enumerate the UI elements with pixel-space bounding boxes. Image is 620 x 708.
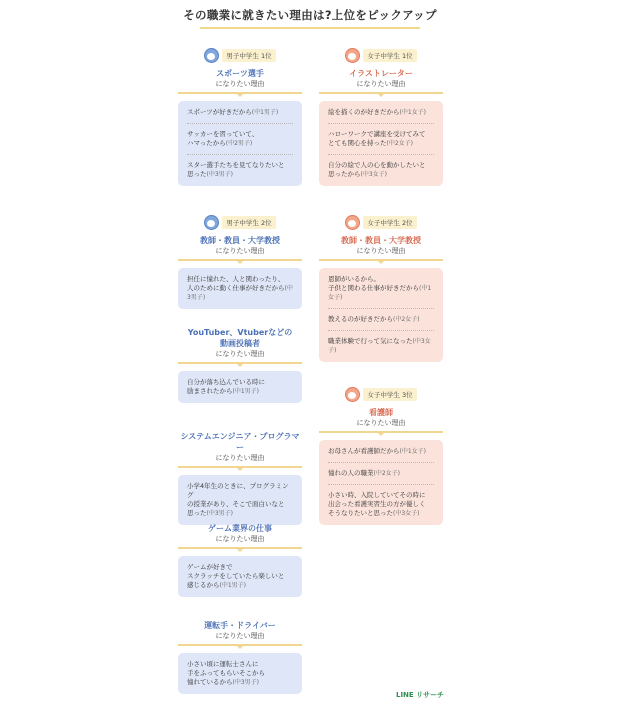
reasons-card <box>178 653 302 694</box>
job-title: 教師・教員・大学教授 <box>341 236 421 245</box>
rank-header <box>319 46 443 64</box>
rank-badge: 男子中学生 1位 <box>222 49 275 62</box>
respondent-label: (中3女子) <box>360 171 387 178</box>
section-divider <box>178 644 302 646</box>
left-section-2 <box>178 213 302 309</box>
boy-face-icon <box>204 215 219 230</box>
reason-subtitle: になりたい理由 <box>356 247 406 255</box>
reasons-card <box>319 440 443 525</box>
reason-item <box>187 482 293 518</box>
reason-text: 小学4年生のときに、プログラミング の授業があり、そこで面白いなと 思った <box>187 482 289 517</box>
respondent-label: (中1女子) <box>399 109 426 116</box>
girl-face-icon <box>345 387 360 402</box>
respondent-label: (中2女子) <box>373 470 400 477</box>
respondent-label: (中3男子) <box>187 285 293 301</box>
respondent-label: (中1男子) <box>232 388 259 395</box>
respondent-label: (中3男子) <box>206 171 233 178</box>
girl-face-icon <box>345 215 360 230</box>
job-title: ゲーム業界の仕事 <box>208 524 272 533</box>
reason-item <box>187 275 293 302</box>
left-section-4 <box>178 431 302 525</box>
rank-header <box>178 46 302 64</box>
reason-item <box>328 123 434 148</box>
reason-subtitle: になりたい理由 <box>215 350 265 358</box>
reason-text: 自分の絵で人の心を動かしたいと 思ったから <box>328 161 426 178</box>
reasons-card <box>178 268 302 309</box>
reason-subtitle: になりたい理由 <box>215 454 265 462</box>
reason-text: お母さんが看護師だから <box>328 447 400 455</box>
reasons-card <box>178 371 302 403</box>
section-divider <box>178 362 302 364</box>
left-section-1 <box>178 46 302 186</box>
reason-item <box>187 108 293 117</box>
rank-header <box>319 213 443 231</box>
girl-face-icon <box>345 48 360 63</box>
reason-text: 小さい頃に運転士さんに 手をふってもらいそこから 憧れているから <box>187 660 265 686</box>
job-title: イラストレーター <box>349 69 413 78</box>
reason-subtitle: になりたい理由 <box>215 80 265 88</box>
reason-item <box>187 563 293 590</box>
reason-item <box>328 154 434 179</box>
respondent-label: (中3男子) <box>206 510 233 517</box>
reasons-card <box>178 556 302 597</box>
reason-item <box>187 660 293 687</box>
reasons-card <box>178 475 302 525</box>
job-title: スポーツ選手 <box>216 69 264 78</box>
page-title: その職業に就きたい理由は?上位をピックアップ <box>183 8 437 22</box>
respondent-label: (中1女子) <box>328 285 432 301</box>
section-divider <box>178 466 302 468</box>
reason-text: スポーツが好きだから <box>187 108 252 116</box>
reason-item <box>328 462 434 478</box>
title-underline <box>200 27 420 29</box>
respondent-label: (中2男子) <box>225 140 253 147</box>
reason-text: 小さい時、入院していてその時に 出会った看護実習生の方が優しく そうなりたいと思った <box>328 491 426 517</box>
reason-subtitle: になりたい理由 <box>356 419 406 427</box>
job-title: システムエンジニア・プログラマー <box>180 432 300 452</box>
section-divider <box>178 92 302 94</box>
reason-item <box>187 378 293 396</box>
reason-subtitle: になりたい理由 <box>356 80 406 88</box>
section-divider <box>319 92 443 94</box>
reason-item <box>328 330 434 355</box>
right-section-1 <box>319 46 443 186</box>
reason-text: ゲームが好きで スクラッチをしていたら楽しいと 感じるから <box>187 563 285 589</box>
job-title: 動画投稿者 <box>220 339 260 348</box>
reason-text: 職業体験で行って気になった <box>328 337 413 345</box>
rank-badge: 男子中学生 2位 <box>222 216 275 229</box>
reason-text: 憧れの人の職業 <box>328 469 374 477</box>
left-section-6 <box>178 620 302 694</box>
respondent-label: (中3女子) <box>328 338 431 354</box>
reason-text: ハローワークで講座を受けてみて とても関心を持った <box>328 130 426 147</box>
job-title: 教師・教員・大学教授 <box>200 236 280 245</box>
line-research-logo: LINE リサーチ <box>395 691 444 699</box>
reason-text: スター選手たちを見てなりたいと 思った <box>187 161 285 178</box>
left-section-3 <box>178 327 302 403</box>
reason-text: 教えるのが好きだから <box>328 315 393 323</box>
reason-item <box>328 308 434 324</box>
section-divider <box>319 259 443 261</box>
reasons-card <box>178 101 302 186</box>
reason-text: 担任に憧れた、人と関わったり、 人のために動く仕事が好きだから <box>187 275 285 292</box>
job-title: YouTuber、Vtuberなどの <box>187 328 293 337</box>
reason-item <box>328 447 434 456</box>
reason-text: 自分が落ち込んでいる時に 励まされたから <box>187 378 265 395</box>
reason-text: 絵を描くのが好きだから <box>328 108 400 116</box>
reason-item <box>328 108 434 117</box>
reasons-card <box>319 268 443 362</box>
job-title: 看護師 <box>369 408 393 417</box>
rank-badge: 女子中学生 2位 <box>363 216 416 229</box>
reason-subtitle: になりたい理由 <box>215 247 265 255</box>
respondent-label: (中1男子) <box>219 582 246 589</box>
rank-badge: 女子中学生 1位 <box>363 49 416 62</box>
reason-item <box>187 123 293 148</box>
reason-subtitle: になりたい理由 <box>215 535 265 543</box>
reason-item <box>328 275 434 302</box>
job-title: 運転手・ドライバー <box>204 621 276 630</box>
boy-face-icon <box>204 48 219 63</box>
right-section-2 <box>319 213 443 362</box>
respondent-label: (中1女子) <box>399 448 426 455</box>
reason-item <box>328 484 434 518</box>
section-divider <box>178 547 302 549</box>
respondent-label: (中1男子) <box>251 109 279 116</box>
section-divider <box>178 259 302 261</box>
reason-text: サッカーを習っていて、 ハマったから <box>187 130 259 147</box>
respondent-label: (中3男子) <box>232 679 259 686</box>
reasons-card <box>319 101 443 186</box>
rank-badge: 女子中学生 3位 <box>363 388 416 401</box>
respondent-label: (中2女子) <box>386 140 413 147</box>
respondent-label: (中3女子) <box>393 510 420 517</box>
respondent-label: (中2女子) <box>393 316 420 323</box>
rank-header <box>319 385 443 403</box>
right-section-3 <box>319 385 443 525</box>
rank-header <box>178 213 302 231</box>
reason-item <box>187 154 293 179</box>
reason-subtitle: になりたい理由 <box>215 632 265 640</box>
section-divider <box>319 431 443 433</box>
left-section-5 <box>178 523 302 597</box>
reason-text: 恩師がいるから。 子供と関わる仕事が好きだから <box>328 275 419 292</box>
